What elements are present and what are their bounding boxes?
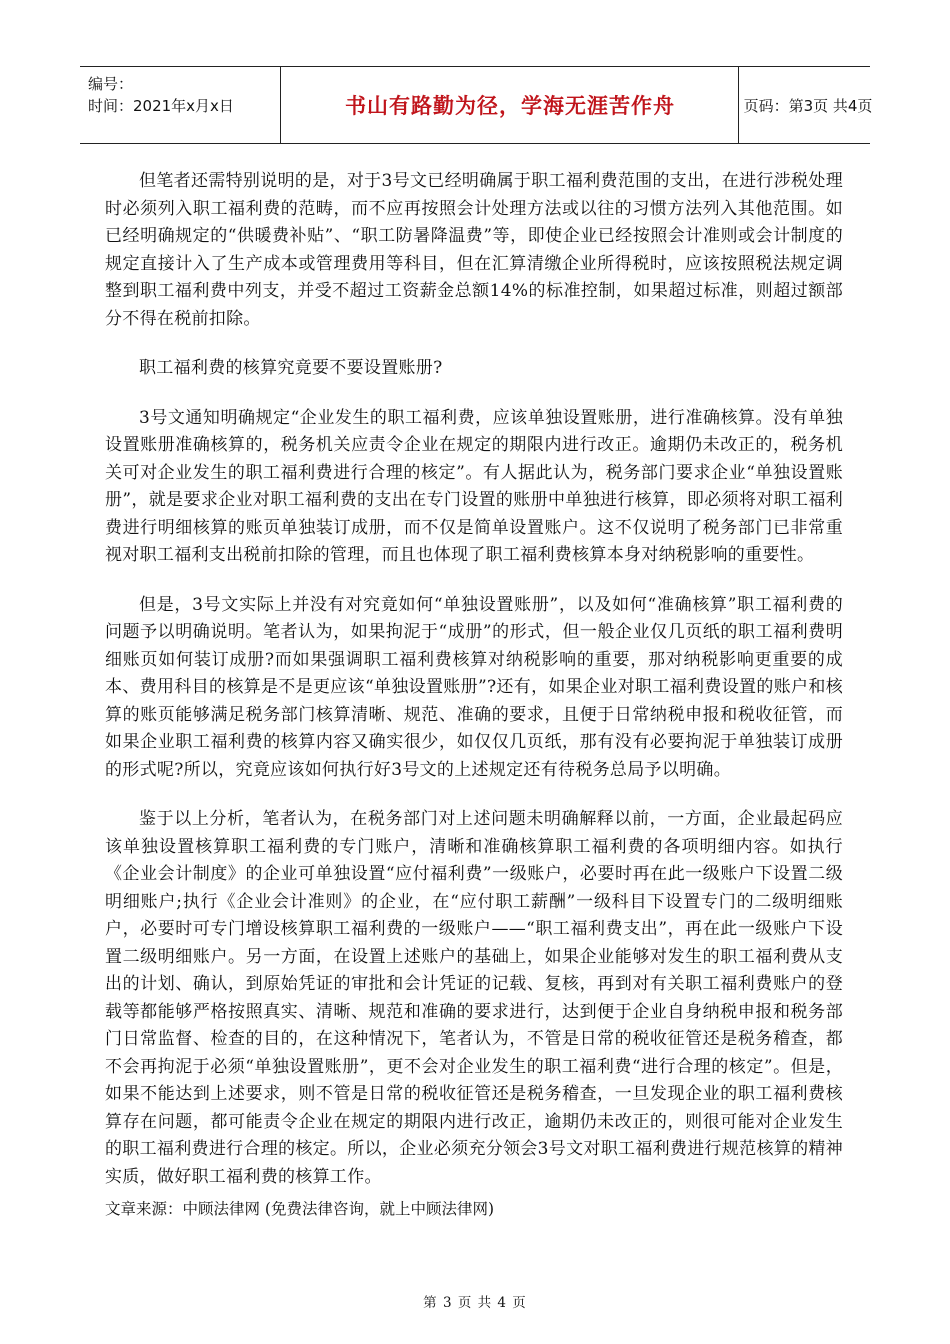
paragraph: 鉴于以上分析，笔者认为，在税务部门对上述问题未明确解释以前，一方面，企业最起码应该单独设置核算职工福利费的专门账户，清晰和准确核算职工福利费的各项明细内容。如执行《企业会计制度》的企业可单独设置“应付福利费”一级账户，必要时再在此一级账户下设置二级明细账户;执行《企业会计准则》的企业，在“应付职工薪酬”一级科目下设置专门的二级明细账户，必要时可专门增设核算职工福利费的一级账户——“职工福利费支出”，再在此一级账户下设置二级明细账户。另一方面，在设置上述账户的基础上，如果企业能够对发生的职工福利费从支出的计划、确认，到原始凭证的审批和会计凭证的记载、复核，再到对有关职工福利费账户的登载等都能够严格按照真实、清晰、规范和准确的要求进行，达到便于企业自身纳税申报和税务部门日常监督、检查的目的，在这种情况下，笔者认为，不管是日常的税收征管还是税务稽查，都不会再拘泥于必须“单独设置账册”，更不会对企业发生的职工福利费“进行合理的核定”。但是，如果不能达到上述要求，则不管是日常的税收征管还是税务稽查，一旦发现企业的职工福利费核算存在问题，都可能责令企业在规定的期限内进行改正，逾期仍未改正的，则很可能对企业发生的职工福利费进行合理的核定。所以，企业必须充分领会3号文对职工福利费进行规范核算的精神实质，做好职工福利费的核算工作。 bbox=[105, 809, 843, 1187]
page-header bbox=[80, 66, 873, 144]
header-divider bbox=[738, 67, 739, 143]
document-number-label: 编号： bbox=[88, 75, 134, 93]
paragraph: 但笔者还需特别说明的是，对于3号文已经明确属于职工福利费范围的支出，在进行涉税处理时必须列入职工福利费的范畴，而不应再按照会计处理方法或以往的习惯方法列入其他范围。如已经明确规定的“供暖费补贴”、“职工防暑降温费”等，即使企业已经按照会计准则或会计制度的规定直接计入了生产成本或管理费用等科目，但在汇算清缴企业所得税时，应该按照税法规定调整到职工福利费中列支，并受不超过工资薪金总额14%的标准控制，如果超过标准，则超过额部分不得在税前扣除。 bbox=[105, 171, 843, 329]
header-meta bbox=[88, 67, 278, 143]
page-footer: 第 3 页 共 4 页 bbox=[423, 1295, 527, 1311]
paragraph: 但是，3号文实际上并没有对究竟如何“单独设置账册”，以及如何“准确核算”职工福利费的问题予以明确说明。笔者认为，如果拘泥于“成册”的形式，但一般企业仅几页纸的职工福利费明细账页如何装订成册?而如果强调职工福利费核算对纳税影响的重要，那对纳税影响更重要的成本、费用科目的核算是不是更应该“单独设置账册”?还有，如果企业对职工福利费设置的账户和核算的账页能够满足税务部门核算清晰、规范、准确的要求，且便于日常纳税申报和税收征管，而如果企业职工福利费的核算内容又确实很少，如仅仅几页纸，那有没有必要拘泥于单独装订成册的形式呢?所以，究竟应该如何执行好3号文的上述规定还有待税务总局予以明确。 bbox=[105, 594, 843, 780]
paragraph: 3号文通知明确规定“企业发生的职工福利费，应该单独设置账册，进行准确核算。没有单独设置账册准确核算的，税务机关应责令企业在规定的期限内进行改正。逾期仍未改正的，税务机关可对企业发生的职工福利费进行合理的核定”。有人据此认为，税务部门要求企业“单独设置账册”，就是要求企业对职工福利费的支出在专门设置的账册中单独进行核算，即必须将对职工福利费进行明细核算的账页单独装订成册，而不仅是简单设置账户。这不仅说明了税务部门已非常重视对职工福利支出税前扣除的管理，而且也体现了职工福利费核算本身对纳税影响的重要性。 bbox=[105, 407, 843, 565]
article-body bbox=[105, 168, 843, 1191]
header-page-info: 页码：第3页 共4页 bbox=[743, 96, 873, 115]
document-date-label: 时间：2021年x月x日 bbox=[88, 97, 234, 115]
section-question: 职工福利费的核算究竟要不要设置账册? bbox=[139, 358, 443, 378]
article-source: 文章来源：中顾法律网 (免费法律咨询，就上中顾法律网) bbox=[105, 1200, 495, 1218]
header-motto: 书山有路勤为径，学海无涯苦作舟 bbox=[345, 94, 675, 118]
